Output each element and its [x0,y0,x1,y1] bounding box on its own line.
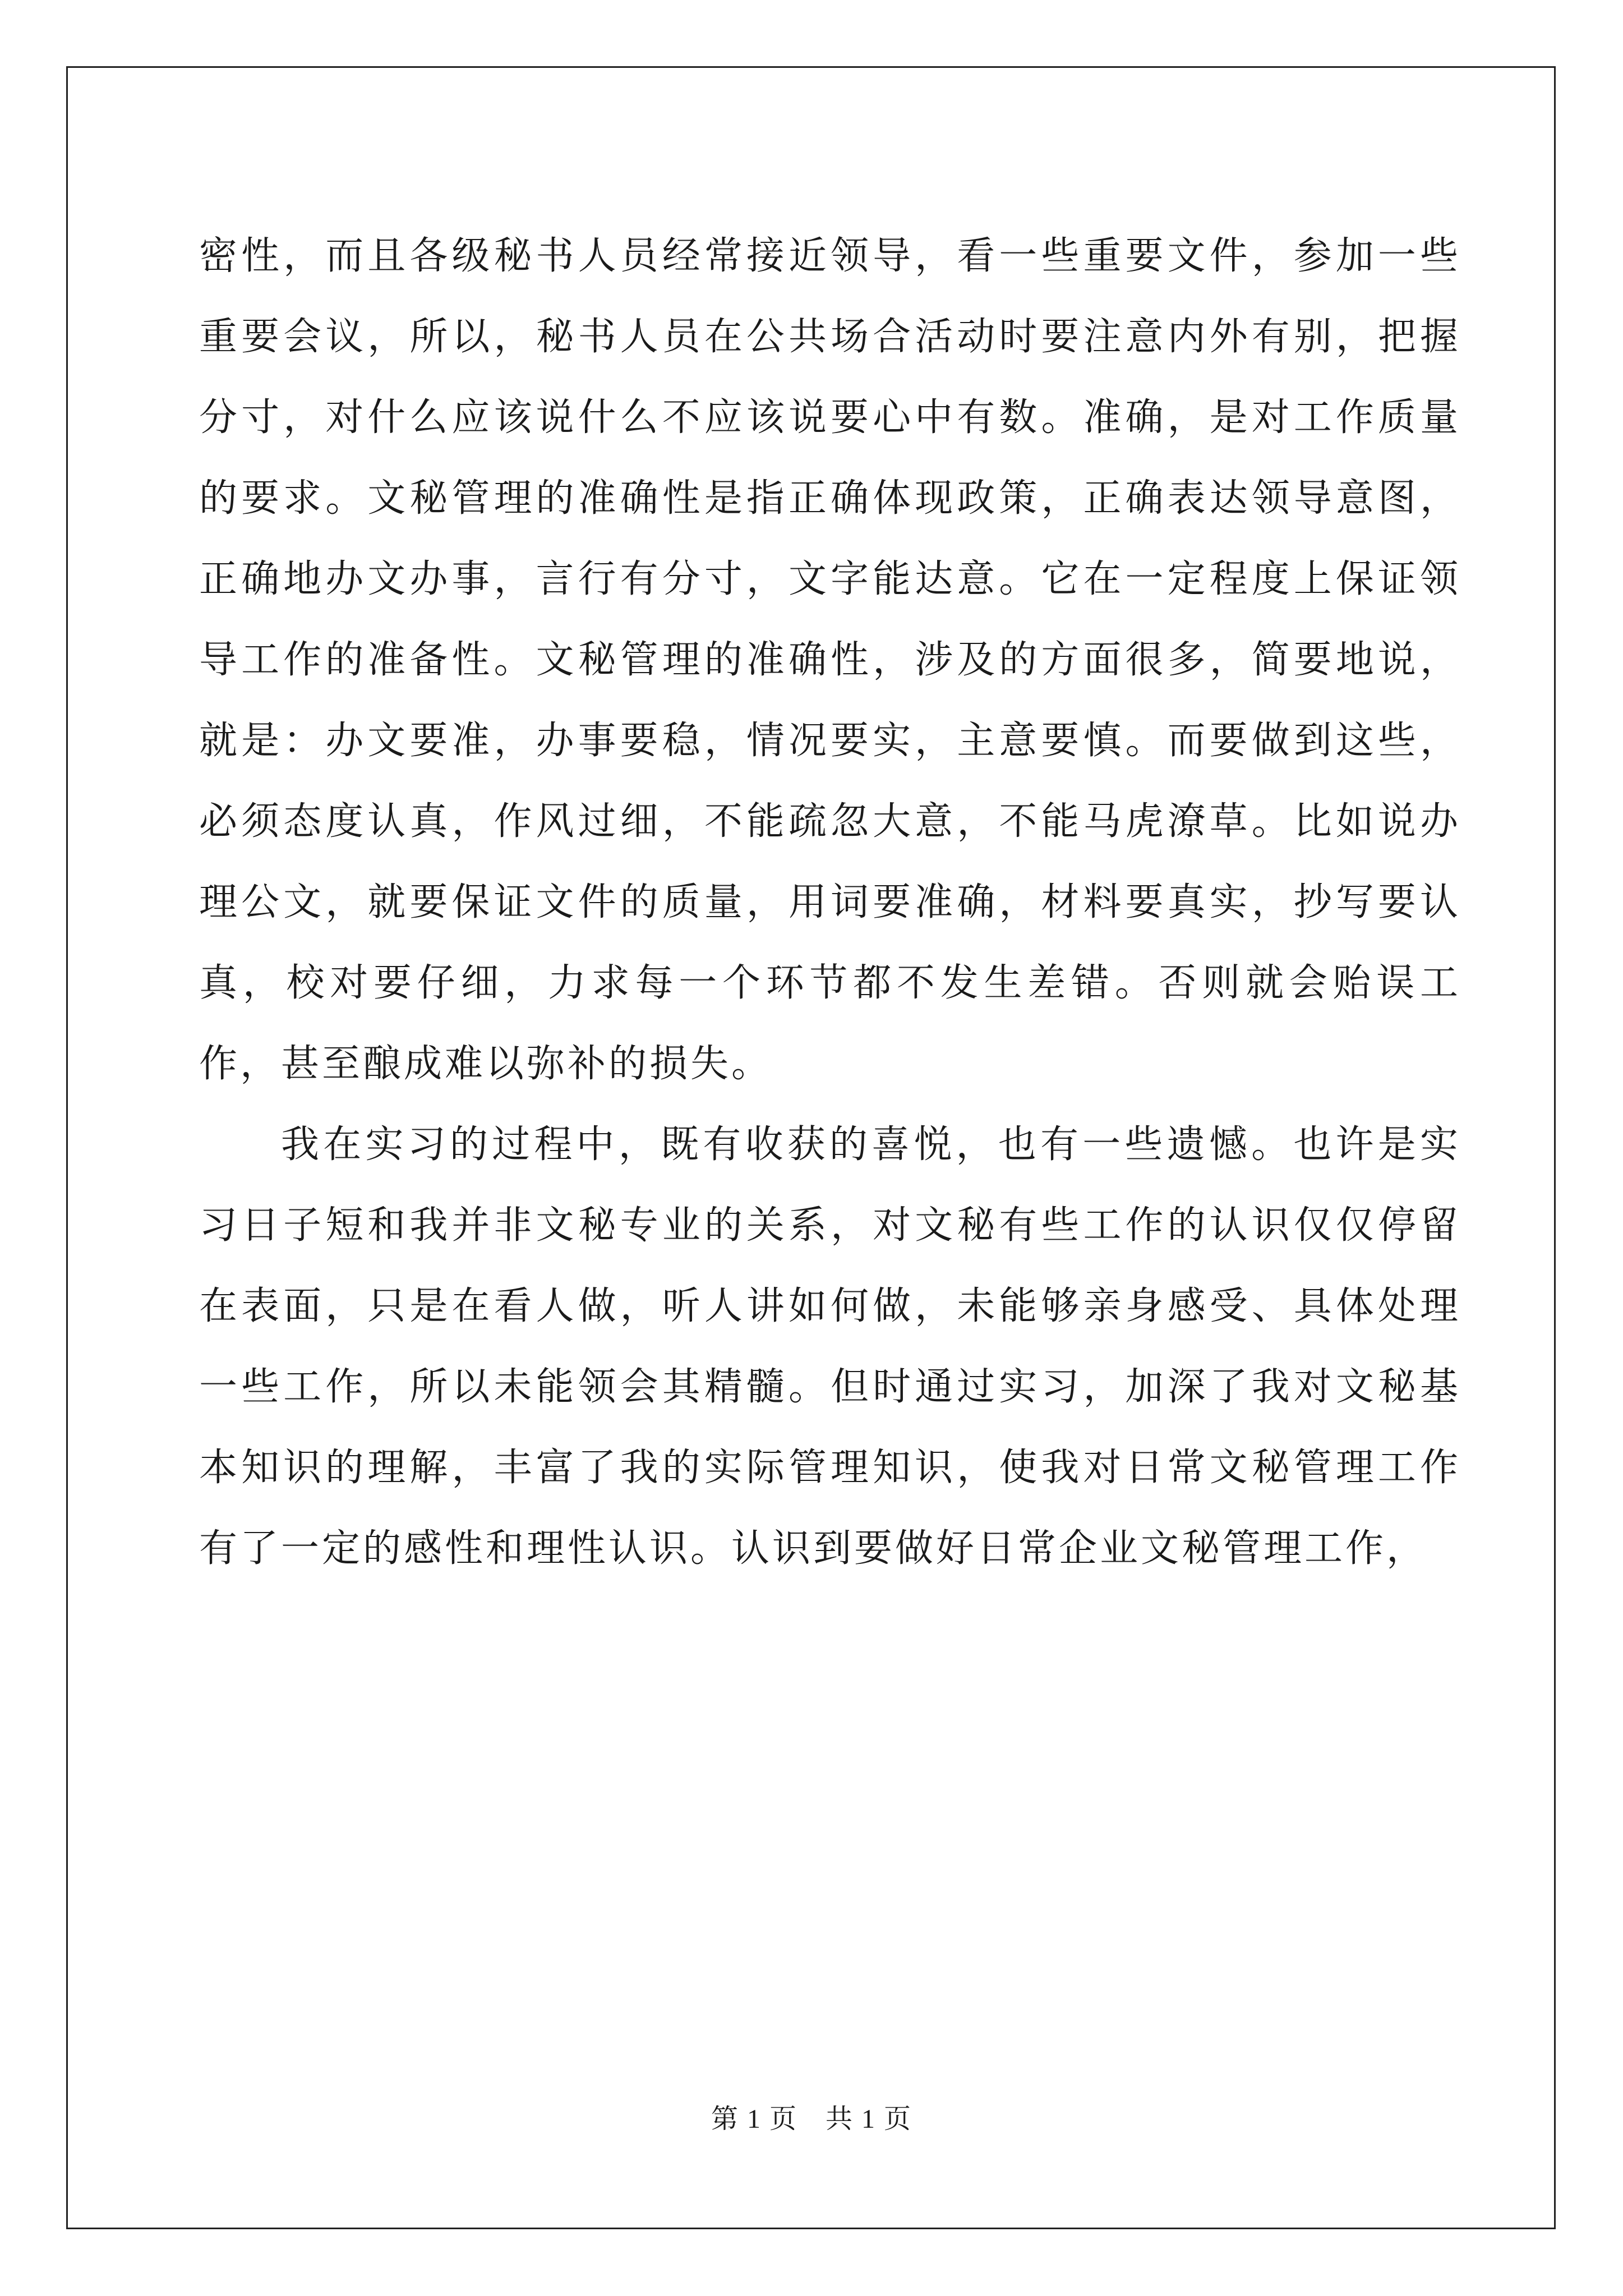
page-number-footer: 第 1 页 共 1 页 [711,2104,912,2134]
paragraph-2: 我在实习的过程中，既有收获的喜悦，也有一些遗憾。也许是实习日子短和我并非文秘专业的关系，对文秘有些工作的认识仅仅停留在表面，只是在看人做，听人讲如何做，未能够亲身感受、具体处理一些工作，所以未能领会其精髓。但时通过实习，加深了我对文秘基本知识的理解，丰富了我的实际管理知识，使我对日常文秘管理工作有了一定的感性和理性认识。认识到要做好日常企业文秘管理工作， [199,1122,1461,1571]
document-body [199,216,1461,1589]
paragraph-1: 密性，而且各级秘书人员经常接近领导，看一些重要文件，参加一些重要会议，所以，秘书人员在公共场合活动时要注意内外有别，把握分寸，对什么应该说什么不应该说要心中有数。准确，是对工作质量的要求。文秘管理的准确性是指正确体现政策，正确表达领导意图，正确地办文办事，言行有分寸，文字能达意。它在一定程度上保证领导工作的准备性。文秘管理的准确性，涉及的方面很多，简要地说，就是：办文要准，办事要稳，情况要实，主意要慎。而要做到这些，必须态度认真，作风过细，不能疏忽大意，不能马虎潦草。比如说办理公文，就要保证文件的质量，用词要准确，材料要真实，抄写要认真，校对要仔细，力求每一个环节都不发生差错。否则就会贻误工作，甚至酿成难以弥补的损失。 [199,234,1461,1086]
